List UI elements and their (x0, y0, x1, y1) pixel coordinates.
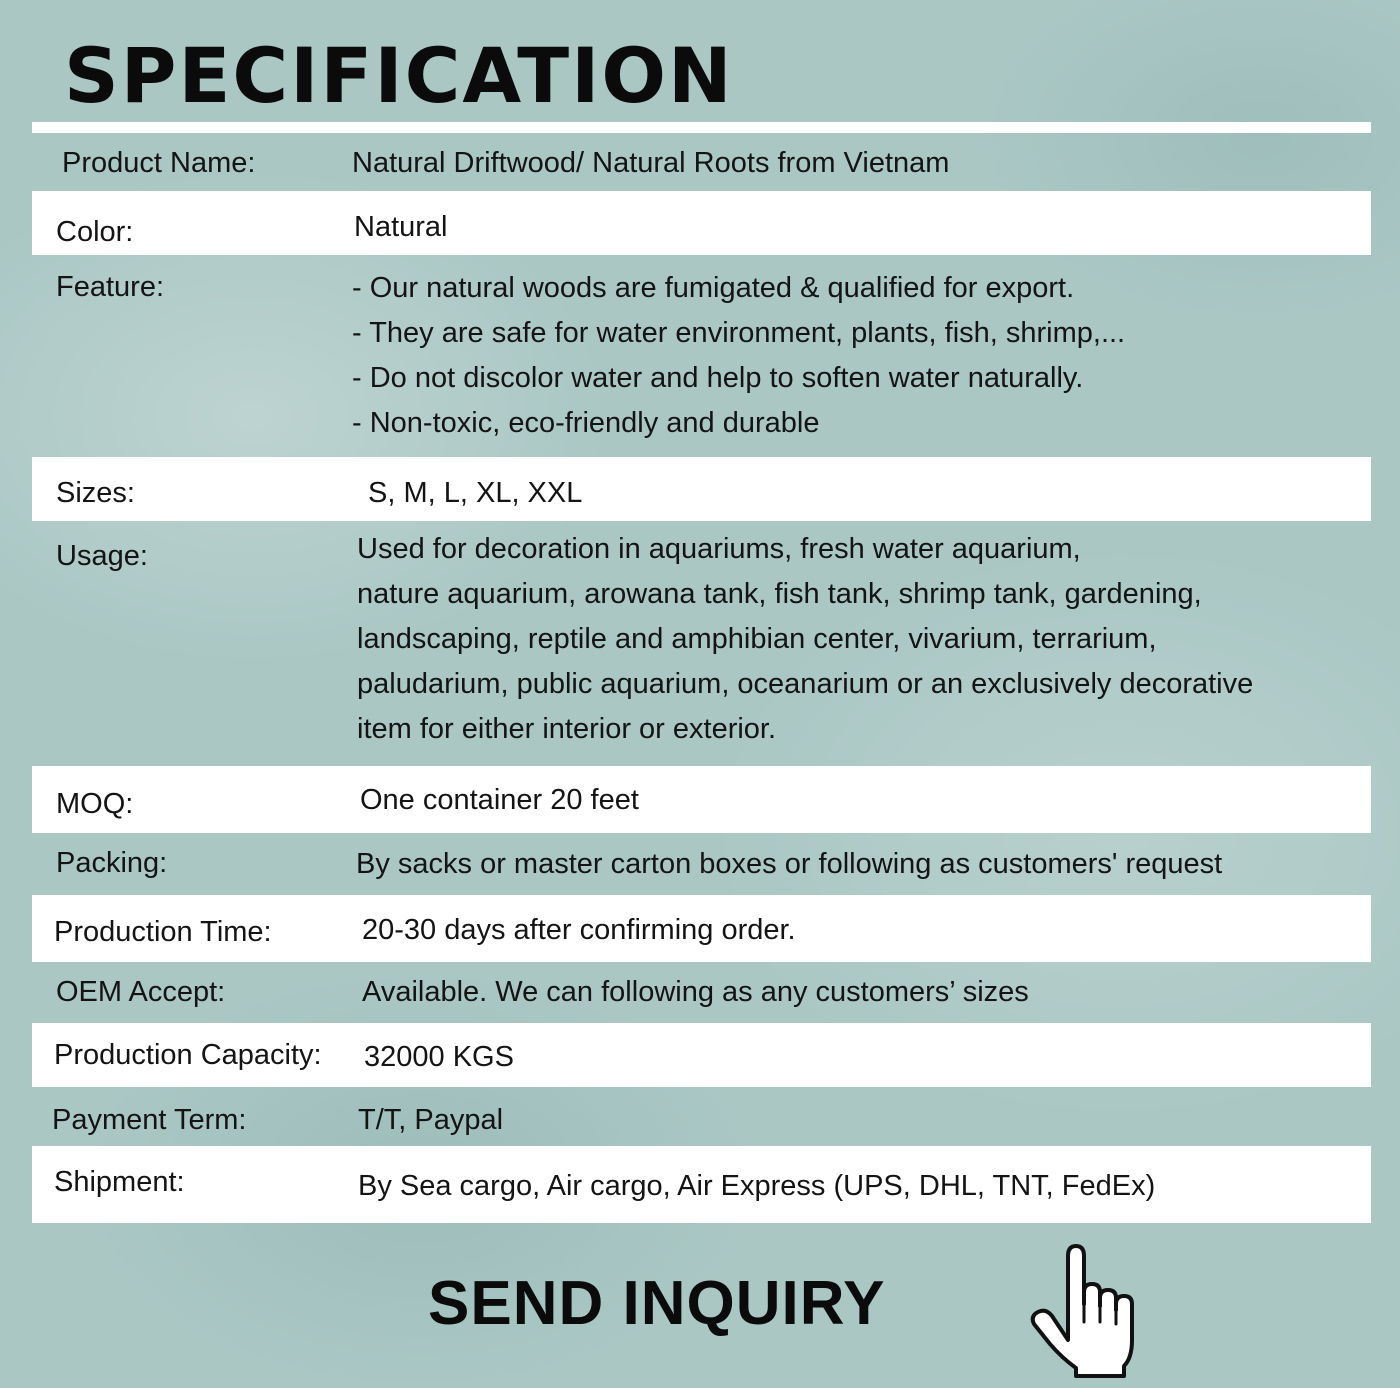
spec-label: Color: (56, 216, 134, 248)
spec-value: 20-30 days after confirming order. (362, 914, 796, 946)
spec-label: Feature: (56, 271, 164, 303)
spec-label: Sizes: (56, 477, 135, 509)
feature-line: - Non-toxic, eco-friendly and durable (352, 407, 820, 439)
spec-value: By Sea cargo, Air cargo, Air Express (UPS, DHL, TNT, FedEx) (358, 1170, 1156, 1202)
spec-value: Natural Driftwood/ Natural Roots from Vietnam (352, 147, 950, 179)
pointing-hand-icon[interactable] (1028, 1242, 1144, 1382)
spec-row-sizes (32, 457, 1371, 521)
send-inquiry-button[interactable]: SEND INQUIRY (428, 1269, 886, 1338)
feature-line: - Our natural woods are fumigated & qualified for export. (352, 272, 1075, 304)
spec-label: Shipment: (54, 1166, 185, 1198)
spec-label: Payment Term: (52, 1104, 247, 1136)
feature-line: - They are safe for water environment, plants, fish, shrimp,... (352, 317, 1126, 349)
spec-value: 32000 KGS (364, 1041, 514, 1073)
spec-value: By sacks or master carton boxes or following as customers' request (356, 848, 1223, 880)
spec-label: Production Time: (54, 916, 272, 948)
spec-value: T/T, Paypal (358, 1104, 504, 1136)
spec-value: S, M, L, XL, XXL (368, 477, 583, 509)
spec-label: Packing: (56, 847, 168, 879)
page-title: SPECIFICATION (64, 31, 734, 120)
spec-label: Usage: (56, 540, 148, 572)
spec-value: One container 20 feet (360, 784, 639, 816)
usage-line: item for either interior or exterior. (357, 713, 777, 745)
usage-line: landscaping, reptile and amphibian center, vivarium, terrarium, (357, 623, 1157, 655)
usage-line: Used for decoration in aquariums, fresh water aquarium, (357, 533, 1081, 565)
spec-value-list (357, 527, 1253, 752)
feature-line: - Do not discolor water and help to soften water naturally. (352, 362, 1084, 394)
spec-row-moq (32, 766, 1371, 833)
spec-row-color (32, 191, 1371, 255)
spec-value: Available. We can following as any customers’ sizes (362, 976, 1029, 1008)
spec-label: MOQ: (56, 788, 134, 820)
usage-line: paludarium, public aquarium, oceanarium or an exclusively decorative (357, 668, 1254, 700)
spec-label: Production Capacity: (54, 1039, 322, 1071)
spec-value: Natural (354, 211, 448, 243)
usage-line: nature aquarium, arowana tank, fish tank, shrimp tank, gardening, (357, 578, 1202, 610)
title-divider (32, 122, 1371, 133)
spec-label: Product Name: (62, 147, 256, 179)
spec-label: OEM Accept: (56, 976, 226, 1008)
spec-value-list (352, 266, 1125, 446)
